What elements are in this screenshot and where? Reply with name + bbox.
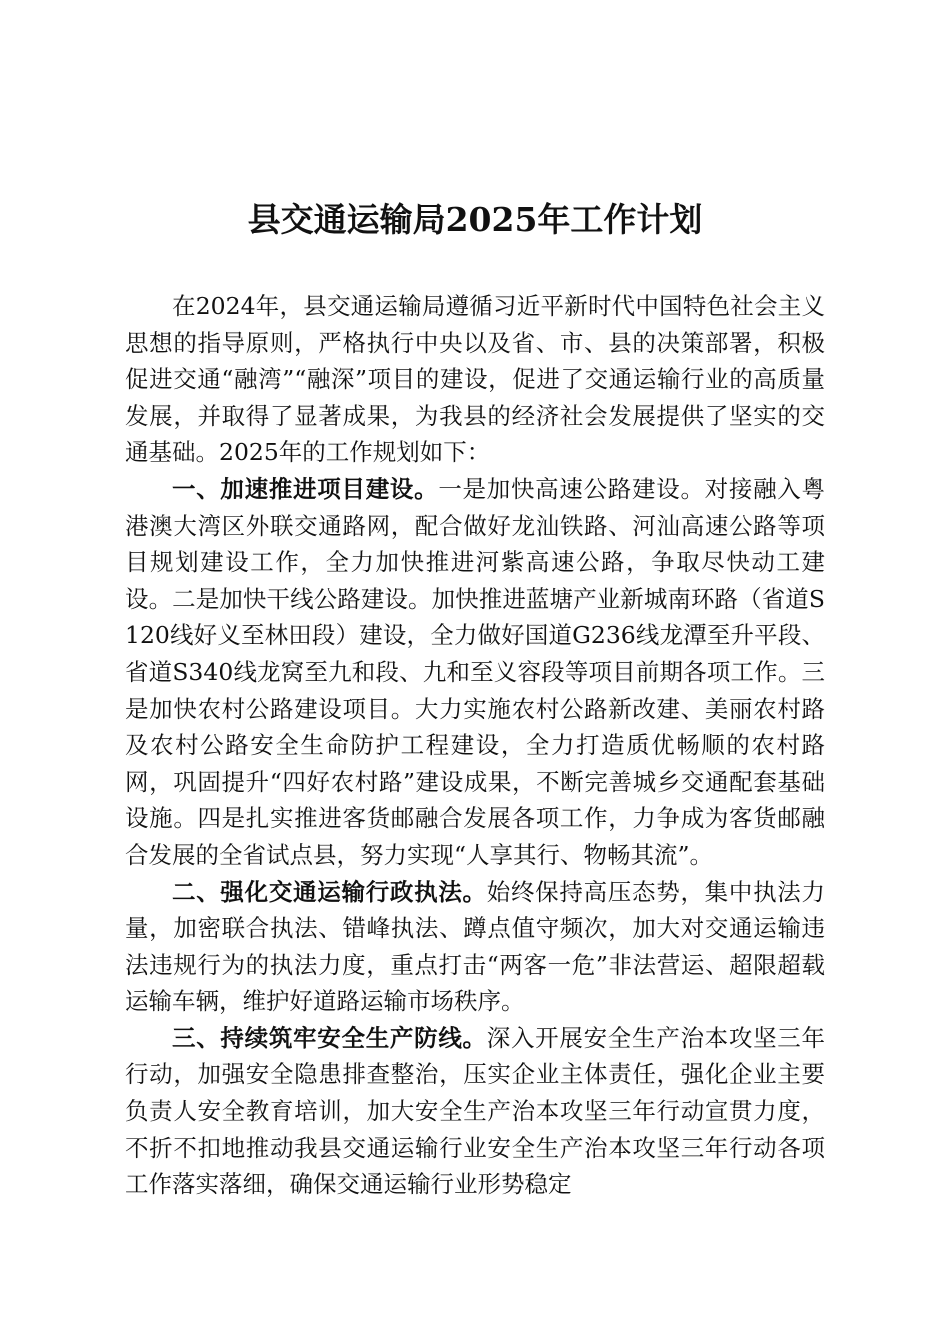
document-body <box>125 288 825 1203</box>
section-heading-3: 三、持续筑牢安全生产防线。 <box>172 1023 487 1052</box>
intro-paragraph: 在2024年，县交通运输局遵循习近平新时代中国特色社会主义思想的指导原则，严格执行中央以及省、市、县的决策部署，积极促进交通“融湾”“融深”项目的建设，促进了交通运输行业的高质量发展，并取得了显著成果，为我县的经济社会发展提供了坚实的交通基础。2025年的工作规划如下： <box>125 292 825 467</box>
section-text-2: 始终保持高压态势，集中执法力量，加密联合执法、错峰执法、蹲点值守频次，加大对交通运输违法违规行为的执法力度，重点打击“两客一危”非法营运、超限超载运输车辆，维护好道路运输市场秩序。 <box>125 877 825 1016</box>
section-paragraph-1 <box>125 471 825 874</box>
section-text-1: 一是加快高速公路建设。对接融入粤港澳大湾区外联交通路网，配合做好龙汕铁路、河汕高速公路等项目规划建设工作，全力加快推进河紫高速公路，争取尽快动工建设。二是加快干线公路建设。加快推进蓝塘产业新城南环路（省道S120线好义至林田段）建设，全力做好国道G236线龙潭至升平段、省道S340线龙窝至九和段、九和至义容段等项目前期各项工作。三是加快农村公路建设项目。大力实施农村公路新改建、美丽农村路及农村公路安全生命防护工程建设，全力打造质优畅顺的农村路网，巩固提升“四好农村路”建设成果，不断完善城乡交通配套基础设施。四是扎实推进客货邮融合发展各项工作，力争成为客货邮融合发展的全省试点县，努力实现“人享其行、物畅其流”。 <box>125 474 826 869</box>
section-text-3: 深入开展安全生产治本攻坚三年行动，加强安全隐患排查整治，压实企业主体责任，强化企业主要负责人安全教育培训，加大安全生产治本攻坚三年行动宣贯力度，不折不扣地推动我县交通运输行业安全生产治本攻坚三年行动各项工作落实落细，确保交通运输行业形势稳定 <box>125 1023 825 1199</box>
section-heading-1: 一、加速推进项目建设。 <box>172 474 439 503</box>
section-heading-2: 二、强化交通运输行政执法。 <box>172 877 487 906</box>
document-title: 县交通运输局2025年工作计划 <box>247 200 703 239</box>
section-paragraph-2 <box>125 874 825 1020</box>
section-paragraph-3 <box>125 1020 825 1203</box>
